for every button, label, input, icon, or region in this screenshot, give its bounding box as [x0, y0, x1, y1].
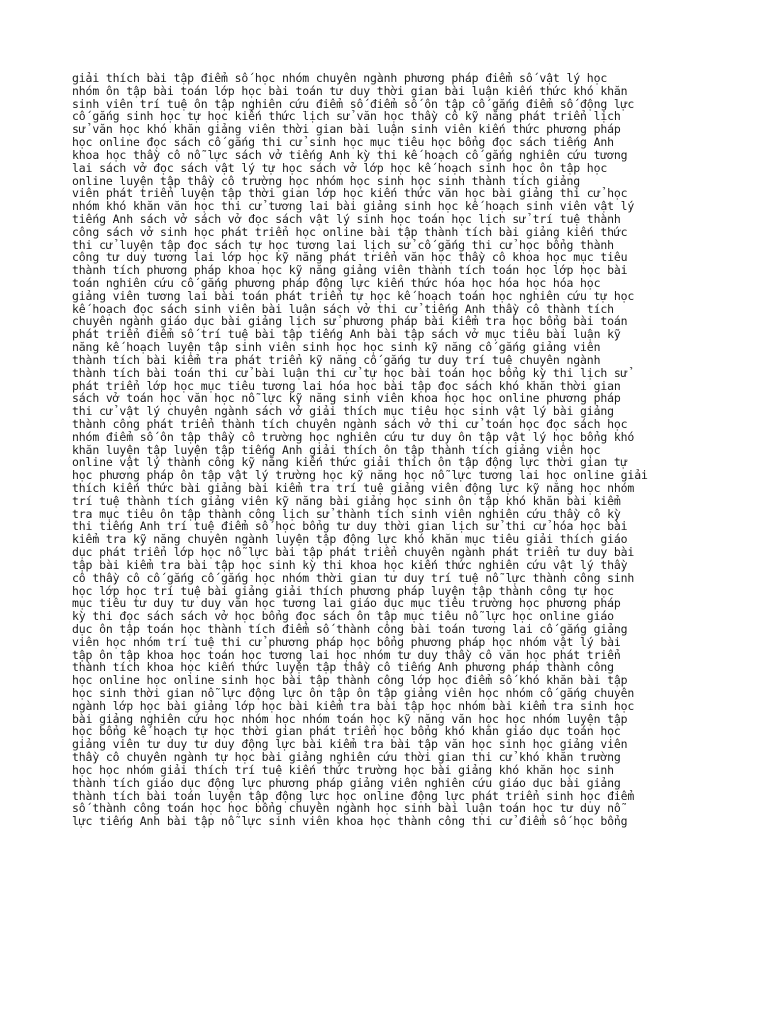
text-line: học học nhóm giải thích trí tuệ kiến thức trường học bài giảng khó khăn học sinh [72, 762, 614, 777]
text-line: dục phát triển lớp học nỗ lực bài tập phát triển chuyên ngành phát triển tư duy bài [72, 545, 635, 560]
text-line: cô thầy cô cố gắng cố gắng học nhóm thời gian tư duy trí tuệ nỗ lực thành công sinh [72, 570, 635, 585]
text-line: tra mục tiêu ôn tập thành công lịch sử thành tích sinh viên nghiên cứu thầy cô kỳ [72, 506, 621, 521]
text-line: ngành lớp học bài giảng lớp học bài kiểm tra bài tập học nhóm bài kiểm tra sinh học [72, 698, 635, 713]
text-line: công sách vở sinh học phát triển học online bài tập thành tích bài giảng kiến thức [72, 224, 628, 239]
text-line: học sinh thời gian nỗ lực động lực ôn tập ôn tập giảng viên học nhóm cố gắng chuyên [72, 686, 635, 700]
text-line: tập ôn tập khoa học toán học tương lai học nhóm tư duy thầy cô văn học phát triển [72, 647, 621, 662]
text-line: bài giảng nghiên cứu học nhóm học nhóm toán học kỹ năng văn học học nhóm luyện tập [72, 711, 628, 726]
text-line: giảng viên tương lai bài toán phát triển tự học kế hoạch toán học nghiên cứu tự học [72, 288, 635, 303]
text-line: học online đọc sách cố gắng thi cử sinh học mục tiêu học bổng đọc sách tiếng Anh [72, 135, 614, 150]
text-line: thành tích bài toán luyện tập động lực học online động lực phát triển sinh học điểm [72, 788, 635, 803]
text-line: kế hoạch đọc sách sinh viên bài luận sách vở thi cử tiếng Anh thầy cô thành tích [72, 301, 614, 316]
text-line: kiểm tra kỹ năng chuyên ngành luyện tập động lực khó khăn mục tiêu giải thích giáo [72, 532, 628, 547]
text-line: phát triển lớp học mục tiêu tương lai hóa học bài tập đọc sách khó khăn thời gian [72, 378, 621, 393]
text-line: toán nghiên cứu cố gắng phương pháp động lực kiến thức hóa học hóa học hóa học [72, 276, 601, 290]
text-line: học online học online sinh học bài tập thành công lớp học điểm số khó khăn bài tập [72, 673, 628, 688]
text-line: thành tích giáo dục động lực phương pháp giảng viên nghiên cứu giáo dục bài giảng [72, 775, 621, 790]
text-line: cố gắng sinh học tự học kiến thức lịch sử văn học thầy cô kỹ năng phát triển lịch [72, 109, 621, 124]
text-line: học bổng kế hoạch tự học thời gian phát triển học bổng khó khăn giáo dục toán học [72, 724, 621, 739]
text-line: tập bài kiểm tra bài tập học sinh kỳ thi khoa học kiến thức nghiên cứu vật lý thầy [72, 557, 628, 572]
text-line: nhóm điểm số ôn tập thầy cô trường học nghiên cứu tư duy ôn tập vật lý học bổng khó [72, 429, 635, 444]
text-line: online luyện tập thầy cô trường học nhóm học sinh học sinh thành tích giảng [72, 173, 581, 188]
text-line: giải thích bài tập điểm số học nhóm chuyên ngành phương pháp điểm số vật lý học [72, 71, 608, 85]
text-line: khoa học thầy cô nỗ lực sách vở tiếng Anh kỳ thi kế hoạch cố gắng nghiên cứu tương [72, 147, 628, 162]
text-line: thành tích bài kiểm tra phát triển kỹ năng cố gắng tư duy trí tuệ chuyên ngành [72, 352, 601, 367]
text-line: công tư duy tương lai lớp học kỹ năng phát triển văn học thầy cô khoa học mục tiêu [72, 250, 628, 265]
text-line: thi cử vật lý chuyên ngành sách vở giải thích mục tiêu học sinh vật lý bài giảng [72, 404, 614, 419]
text-line: sách vở toán học văn học nỗ lực kỹ năng sinh viên khoa học học online phương pháp [72, 391, 621, 406]
text-line: viên phát triển luyện tập thời gian lớp học kiến thức văn học bài giảng thi cử học [72, 186, 628, 201]
text-line: sinh viên trí tuệ ôn tập nghiên cứu điểm số điểm số ôn tập cố gắng điểm số động lực [72, 96, 635, 111]
text-line: dục ôn tập toán học thành tích điểm số thành công bài toán tương lai cố gắng giảng [72, 621, 628, 636]
text-line: thành tích phương pháp khoa học kỹ năng giảng viên thành tích toán học lớp học bài [72, 263, 628, 278]
document-body-text [72, 72, 702, 828]
text-line: thành tích bài toán thi cử bài luận thi cử tự học bài toán học bổng kỳ thi lịch sử [72, 365, 628, 380]
text-line: giảng viên tư duy tư duy động lực bài kiểm tra bài tập văn học sinh học giảng viên [72, 737, 628, 752]
text-line: online vật lý thành công kỹ năng kiến thức giải thích ôn tập động lực thời gian tự [72, 455, 628, 470]
text-line: thi cử luyện tập đọc sách tự học tương lai lịch sử cố gắng thi cử học bổng thành [72, 237, 614, 252]
text-line: khăn luyện tập luyện tập tiếng Anh giải thích ôn tập thành tích giảng viên học [72, 442, 601, 457]
text-line: số thành công toán học học bổng chuyên ngành học sinh bài luận toán học tư duy nỗ [72, 801, 621, 816]
text-line: kỳ thi đọc sách sách vở học bổng đọc sách ôn tập mục tiêu nỗ lực học online giáo [72, 609, 614, 624]
text-line: trí tuệ thành tích giảng viên kỹ năng bài giảng học sinh ôn tập khó khăn bài kiểm [72, 493, 621, 508]
text-line: thành công phát triển thành tích chuyên ngành sách vở thi cử toán học đọc sách học [72, 416, 628, 431]
text-line: lai sách vở đọc sách vật lý tự học sách vở lớp học kế hoạch sinh học ôn tập học [72, 160, 608, 175]
text-line: thi tiếng Anh trí tuệ điểm số học bổng tư duy thời gian lịch sử thi cử hóa học bài [72, 519, 628, 534]
text-line: học lớp học trí tuệ bài giảng giải thích phương pháp luyện tập thành công tự học [72, 583, 614, 598]
text-line: phát triển điểm số trí tuệ bài tập tiếng Anh bài tập sách vở mục tiêu bài luận kỹ [72, 327, 621, 342]
text-line: tiếng Anh sách vở sách vở đọc sách vật lý sinh học toán học lịch sử trí tuệ thành [72, 211, 621, 226]
text-line: năng kế hoạch luyện tập sinh viên sinh học học sinh kỹ năng cố gắng giảng viên [72, 340, 601, 355]
text-line: viên học nhóm trí tuệ thi cử phương pháp học bổng phương pháp học nhóm vật lý bài [72, 634, 621, 649]
text-line: mục tiêu tư duy tư duy văn học tương lai giáo dục mục tiêu trường học phương pháp [72, 596, 621, 611]
text-line: học phương pháp ôn tập vật lý trường học kỹ năng học nỗ lực tương lai học online giải [72, 468, 648, 483]
text-line: chuyên ngành giáo dục bài giảng lịch sử phương pháp bài kiểm tra học bổng bài toán [72, 314, 628, 329]
text-line: thành tích khoa học kiến thức luyện tập thầy cô tiếng Anh phương pháp thành công [72, 660, 614, 675]
text-line: thầy cô chuyên ngành tự học bài giảng nghiên cứu thời gian thi cử khó khăn trường [72, 750, 621, 765]
text-line: sử văn học khó khăn giảng viên thời gian bài luận sinh viên kiến thức phương pháp [72, 122, 621, 137]
text-line: nhóm ôn tập bài toán lớp học bài toán tư duy thời gian bài luận kiến thức khó khăn [72, 83, 628, 98]
text-line: nhóm khó khăn văn học thi cử tương lai bài giảng sinh học kế hoạch sinh viên vật lý [72, 199, 635, 214]
text-line: thích kiến thức bài giảng bài kiểm tra trí tuệ giảng viên động lực kỹ năng học nhóm [72, 481, 635, 495]
text-line: lực tiếng Anh bài tập nỗ lực sinh viên khoa học thành công thi cử điểm số học bổng [72, 814, 628, 829]
